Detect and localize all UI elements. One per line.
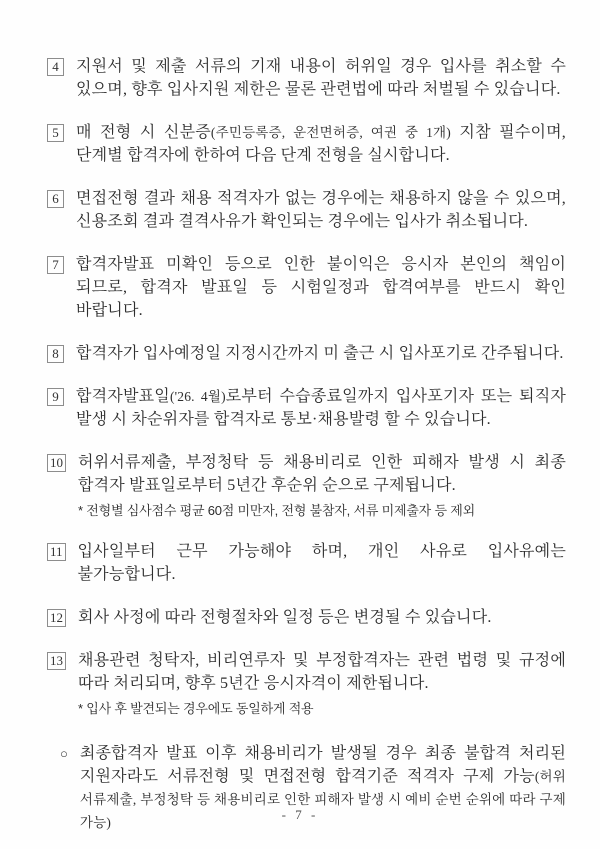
item-body [76, 342, 566, 365]
item-text: 채용관련 청탁자, 비리연루자 및 부정합격자는 관련 법령 및 규정에 따라 처리되며, 향후 5년간 응시자격이 제한됩니다. [78, 652, 566, 692]
item-body [76, 385, 566, 431]
item-body [76, 253, 566, 322]
item-text: 면접전형 결과 채용 적격자가 없는 경우에는 채용하지 않을 수 있으며, 신용조회 결과 결격사유가 확인되는 경우에는 입사가 취소됩니다. [76, 190, 566, 230]
page-number: - 7 - [281, 807, 319, 822]
notice-item [47, 121, 566, 167]
item-text: 지원서 및 제출 서류의 기재 내용이 허위일 경우 입사를 취소할 수 있으며, 향후 입사지원 제한은 물론 관련법에 따라 처벌될 수 있습니다. [76, 58, 566, 98]
item-number-marker: 6 [47, 190, 64, 208]
item-number-marker: 12 [47, 609, 66, 627]
notice-item [47, 606, 566, 629]
notice-item [47, 187, 566, 233]
item-number-marker: 10 [47, 454, 66, 472]
item-number-marker: 9 [47, 388, 64, 406]
item-text: 합격자발표일('26. 4월)로부터 수습종료일까지 입사포기자 또는 퇴직자 발생 시 차순위자를 합격자로 통보·채용발령 할 수 있습니다. [76, 388, 567, 428]
item-number-marker: 4 [47, 58, 64, 76]
item-body [78, 649, 566, 718]
notice-item [47, 253, 566, 322]
notice-item [47, 385, 566, 431]
item-number-marker: 8 [47, 345, 64, 363]
item-text: 매 전형 시 신분증(주민등록증, 운전면허증, 여권 중 1개) 지참 필수이며, 단계별 합격자에 한하여 다음 단계 전형을 실시합니다. [76, 124, 566, 164]
circle-bullet-icon: ○ [60, 746, 68, 761]
item-text: 회사 사정에 따라 전형절차와 일정 등은 변경될 수 있습니다. [78, 609, 492, 626]
notice-item [47, 649, 566, 718]
item-body [76, 121, 566, 167]
item-body [78, 540, 566, 586]
item-body [78, 606, 566, 629]
notice-item [47, 451, 566, 520]
notice-list [47, 55, 566, 834]
item-footnote: * 전형별 심사점수 평균 60점 미만자, 전형 불참자, 서류 미제출자 등 제외 [78, 503, 475, 518]
notice-item [47, 342, 566, 365]
item-body [76, 55, 566, 101]
item-footnote: * 입사 후 발견되는 경우에도 동일하게 적용 [78, 701, 314, 716]
item-text: 허위서류제출, 부정청탁 등 채용비리로 인한 피해자 발생 시 최종 합격자 발표일로부터 5년간 후순위 순으로 구제됩니다. [78, 454, 566, 494]
item-text: 합격자발표 미확인 등으로 인한 불이익은 응시자 본인의 책임이 되므로, 합격자 발표일 등 시험일정과 합격여부를 반드시 확인 바랍니다. [76, 256, 566, 319]
item-number-marker: 13 [47, 652, 66, 670]
notice-item [47, 55, 566, 101]
item-body [78, 451, 566, 520]
item-number-marker: 5 [47, 124, 64, 142]
item-number-marker: 11 [47, 543, 66, 561]
item-text: 합격자가 입사예정일 지정시간까지 미 출근 시 입사포기로 간주됩니다. [76, 345, 564, 362]
item-text: 입사일부터 근무 가능해야 하며, 개인 사유로 입사유예는 불가능합니다. [77, 543, 566, 583]
bullet-text: 최종합격자 발표 이후 채용비리가 발생될 경우 최종 불합격 처리된 지원자라도 서류전형 및 면접전형 합격기준 적격자 구제 가능(허위 서류제출, 부정청탁 등 채용비리로 인한 피해자 발생 시 예비 순번 순위에 따라 구제 가능) [79, 745, 566, 830]
item-number-marker: 7 [47, 256, 64, 274]
item-body [76, 187, 566, 233]
notice-item [47, 540, 566, 586]
